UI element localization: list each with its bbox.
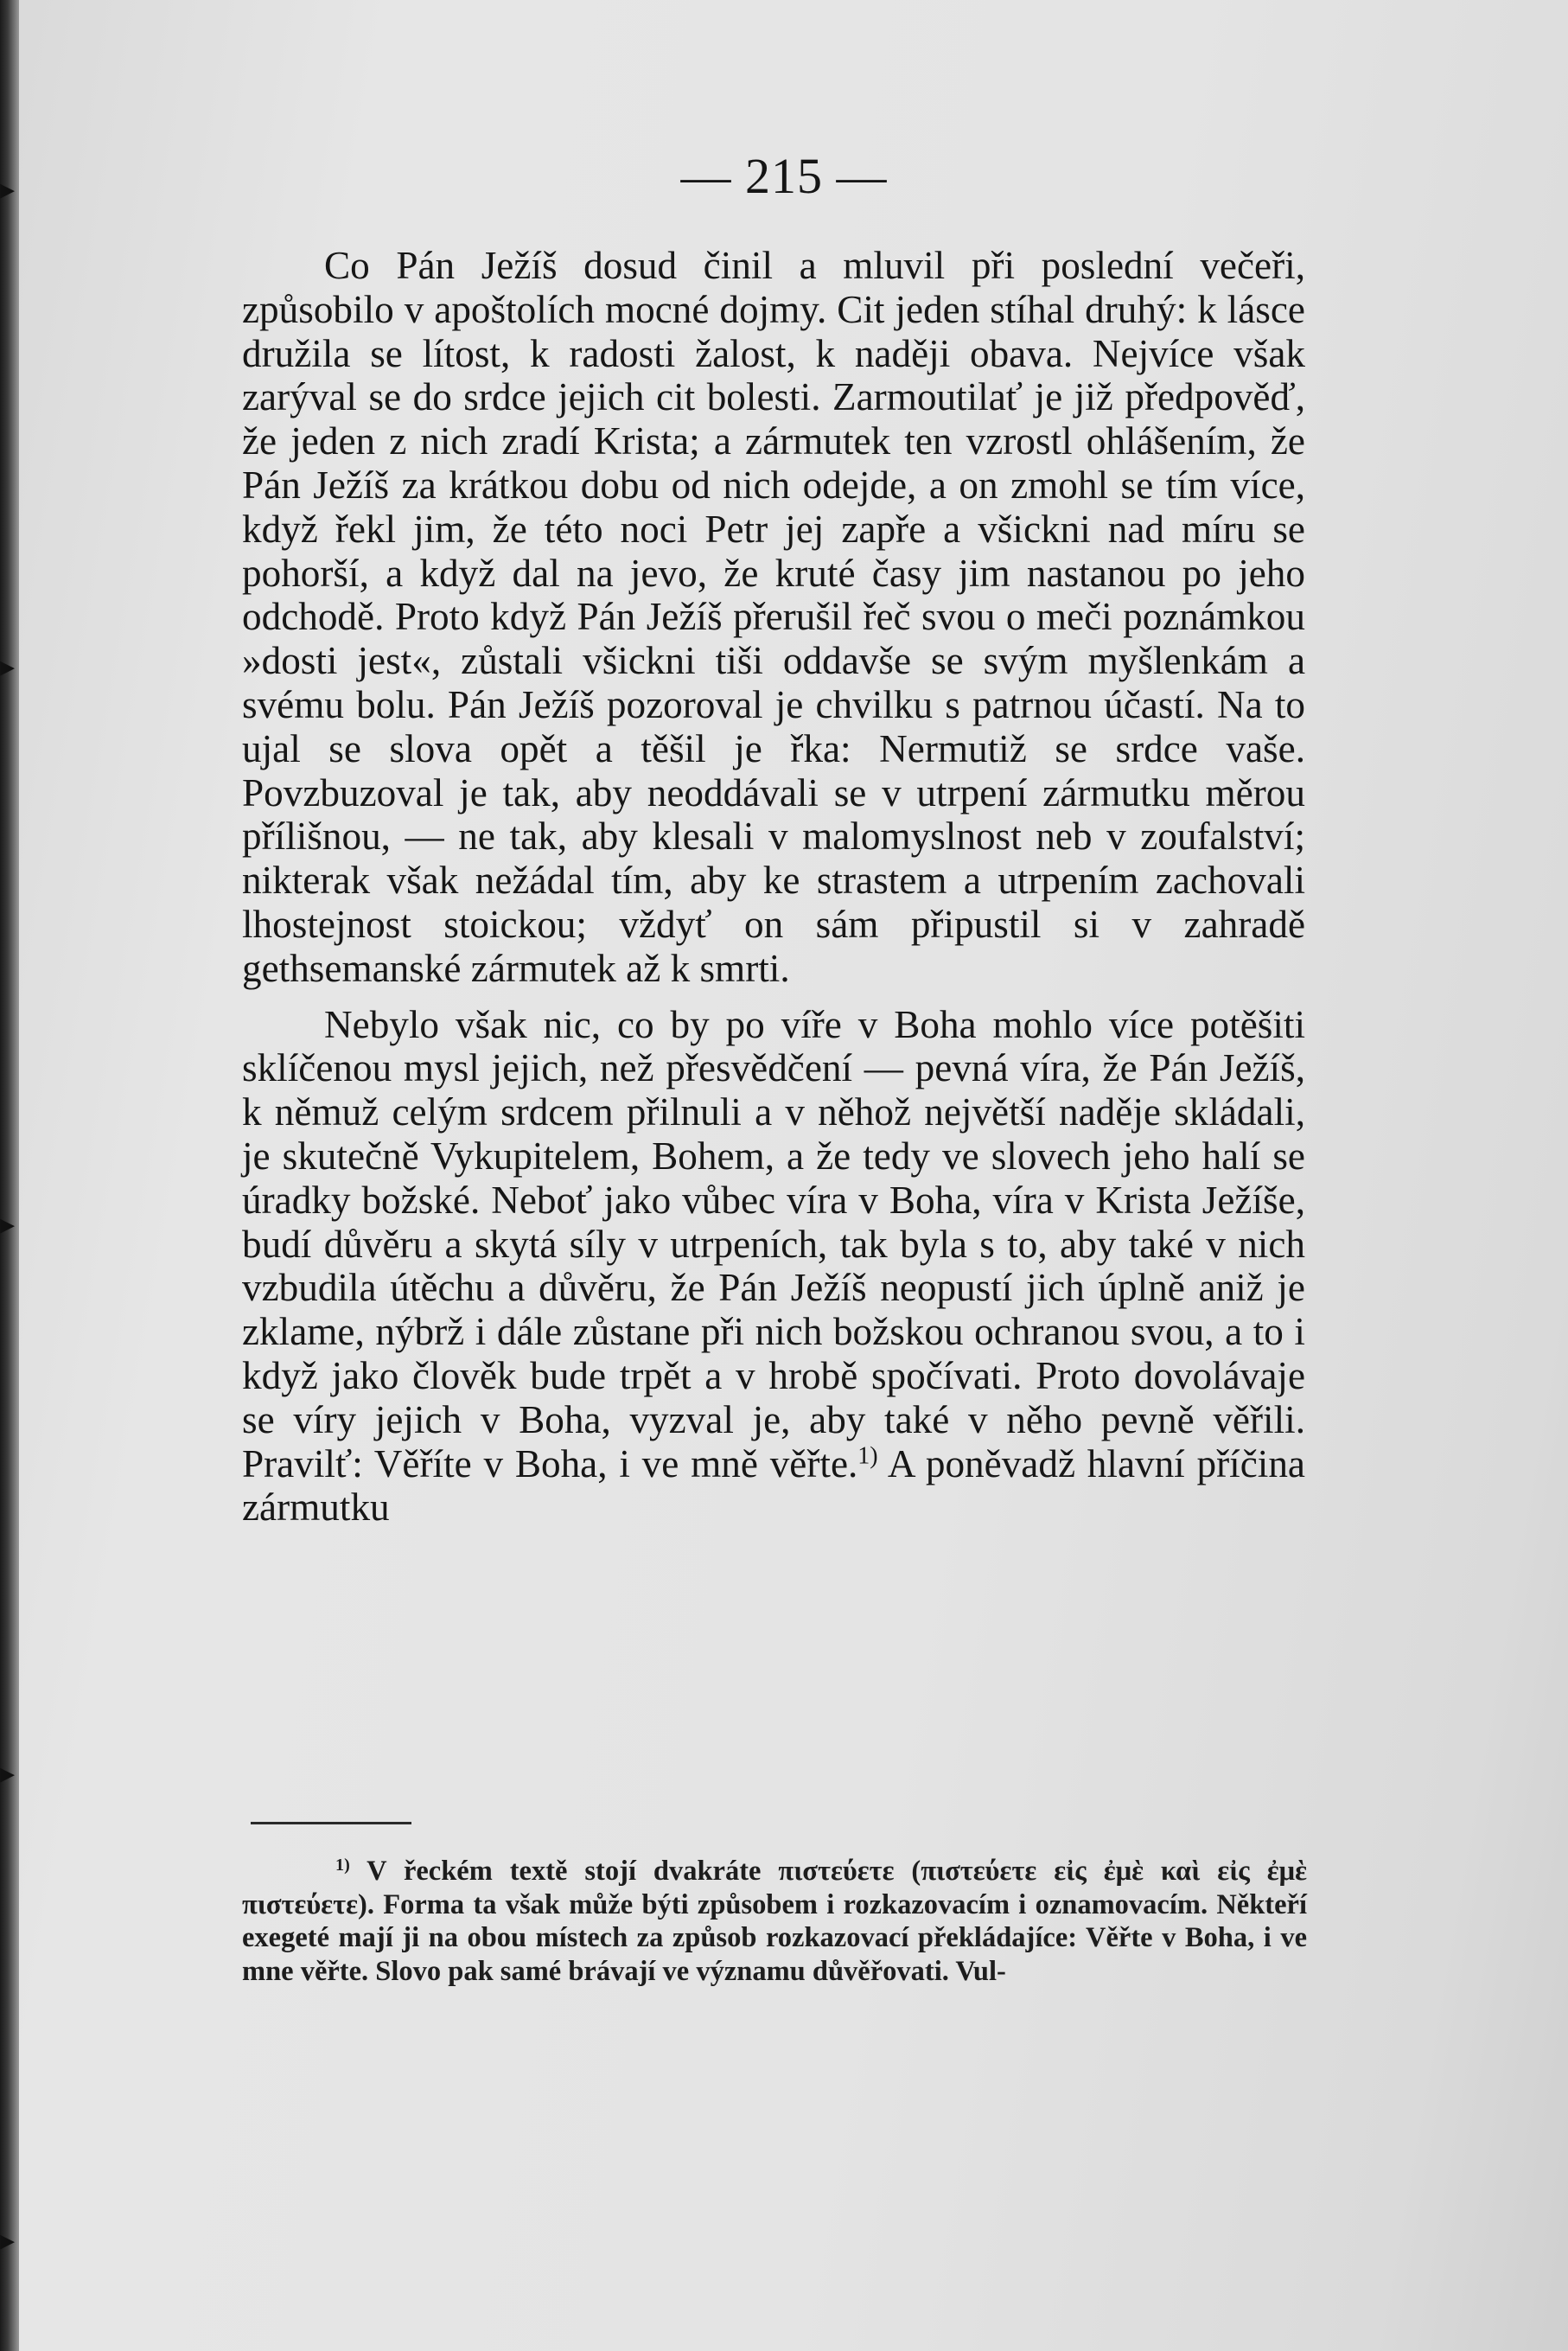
footnote-paragraph <box>242 1855 1307 1988</box>
binding-edge <box>0 0 19 2351</box>
footnote-divider <box>251 1822 411 1824</box>
footnote <box>242 1855 1307 1988</box>
binding-arrow-icon: ▸ <box>0 2223 16 2258</box>
binding-arrow-icon: ▸ <box>0 1756 16 1791</box>
paragraph-text: A poněvadž hlavní příčina zármutku <box>242 1441 1305 1530</box>
footnote-text: V řeckém textě stojí dvakráte πιστεύετε (πιστεύετε εἰς ἐμὲ καὶ εἰς ἐμὲ πιστεύετε). Forma ta však může býti způsobem i rozkazovacím i oznamovacím. Někteří exegeté mají ji na obou místech za způsob rozkazovací překládajíce: Věřte v Boha, i ve mne věřte. Slovo pak samé brávají ve významu důvěřovati. Vul- <box>242 1856 1307 1987</box>
binding-arrow-icon: ▸ <box>0 649 16 684</box>
paragraph-text: Nebylo však nic, co by po víře v Boha mohlo více potěšiti sklíčenou mysl jejich, než přesvědčení — pevná víra, že Pán Ježíš, k němuž celým srdcem přilnuli a v něhož největší naděje skládali, je skutečně Vykupitelem, Bohem, a že tedy ve slovech jeho halí se úradky božské. Neboť jako vůbec víra v Boha, víra v Krista Ježíše, budí důvěru a skytá síly v utrpeních, tak byla s to, aby také v nich vzbudila útěchu a důvěru, že Pán Ježíš neopustí jich úplně aniž je zklame, nýbrž i dále zůstane při nich božskou ochranou svou, a to i když jako člověk bude trpět a v hrobě spočívati. Proto dovolávaje se víry jejich v Boha, vyzval je, aby také v něho pevně věřili. Pravilť: Věříte v Boha, i ve mně věřte. <box>242 1002 1305 1485</box>
footnote-reference: 1) <box>857 1442 878 1470</box>
page-number: — 215 — <box>680 148 888 204</box>
paragraph <box>242 1003 1305 1530</box>
footnote-mark: 1) <box>335 1855 350 1875</box>
paragraph <box>242 244 1305 991</box>
paragraph-text: Co Pán Ježíš dosud činil a mluvil při poslední večeři, způsobilo v apoštolích mocné dojmy. Cit jeden stíhal druhý: k lásce družila se lítost, k radosti žalost, k naději obava. Nejvíce však zarýval se do srdce jejich cit bolesti. Zarmoutilať je již předpověď, že jeden z nich zradí Krista; a zármutek ten vzrostl ohlášením, že Pán Ježíš za krátkou dobu od nich odejde, a on zmohl se tím více, když řekl jim, že této noci Petr jej zapře a všickni nad míru se pohorší, a když dal na jevo, že kruté časy jim nastanou po jeho odchodě. Proto když Pán Ježíš přerušil řeč svou o meči poznámkou »dosti jest«, zůstali všickni tiši oddavše se svým myšlenkám a svému bolu. Pán Ježíš pozoroval je chvilku s patrnou účastí. Na to ujal se slova opět a těšil je řka: Nermutiž se srdce vaše. Povzbuzoval je tak, aby neoddávali se v utrpení zármutku měrou přílišnou, — ne tak, aby klesali v malomyslnost neb v zoufalství; nikterak však nežádal tím, aby ke strastem a utrpením zachovali lhostejnost stoickou; vždyť on sám připustil si v zahradě gethsemanské zármutek až k smrti. <box>242 244 1305 990</box>
binding-arrow-icon: ▸ <box>0 1207 16 1242</box>
main-text <box>242 244 1305 1530</box>
binding-arrow-icon: ▸ <box>0 172 16 207</box>
